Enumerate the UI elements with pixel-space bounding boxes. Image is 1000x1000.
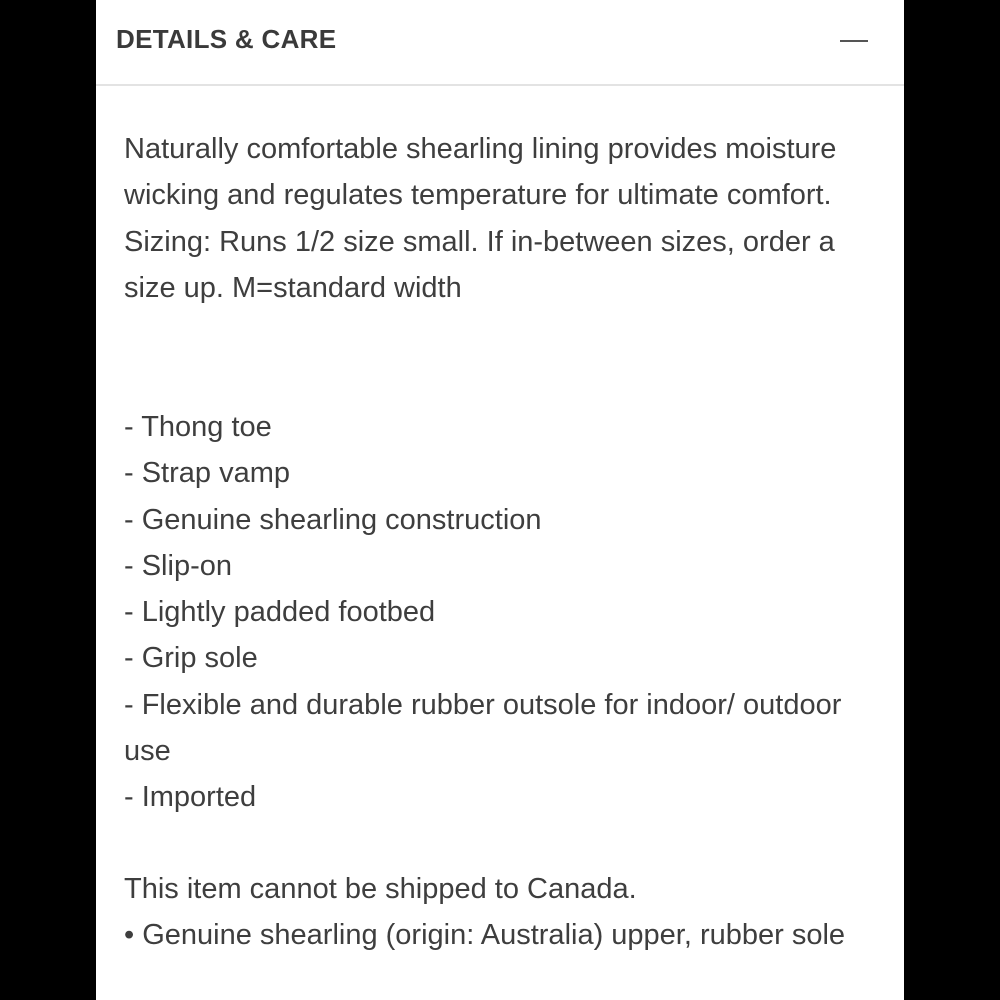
feature-item: - Strap vamp — [124, 457, 290, 490]
details-panel — [96, 0, 904, 1000]
feature-item: - Thong toe — [124, 411, 272, 443]
feature-item: - Imported — [124, 781, 257, 814]
feature-item: - Genuine shearling construction — [124, 503, 542, 536]
feature-item: - Lightly padded footbed — [124, 596, 436, 629]
details-care-accordion-header[interactable] — [96, 0, 904, 86]
material-note: • Genuine shearling (origin: Australia) upper, rubber sole — [124, 919, 846, 951]
shipping-note: This item cannot be shipped to Canada. — [124, 873, 637, 905]
feature-list — [124, 404, 884, 821]
minus-icon[interactable] — [840, 40, 868, 42]
feature-item: - Grip sole — [124, 642, 258, 675]
feature-item: - Flexible and durable rubber outsole for indoor/ outdoor use — [124, 688, 842, 768]
product-description: Naturally comfortable shearling lining provides moisture wicking and regulates temperature for ultimate comfort. Sizing: Runs 1/2 size small. If in-between sizes, order a size up. M=standard width — [124, 133, 837, 304]
details-content — [124, 126, 884, 951]
feature-item: - Slip-on — [124, 549, 232, 582]
accordion-title: DETAILS & CARE — [116, 24, 337, 54]
